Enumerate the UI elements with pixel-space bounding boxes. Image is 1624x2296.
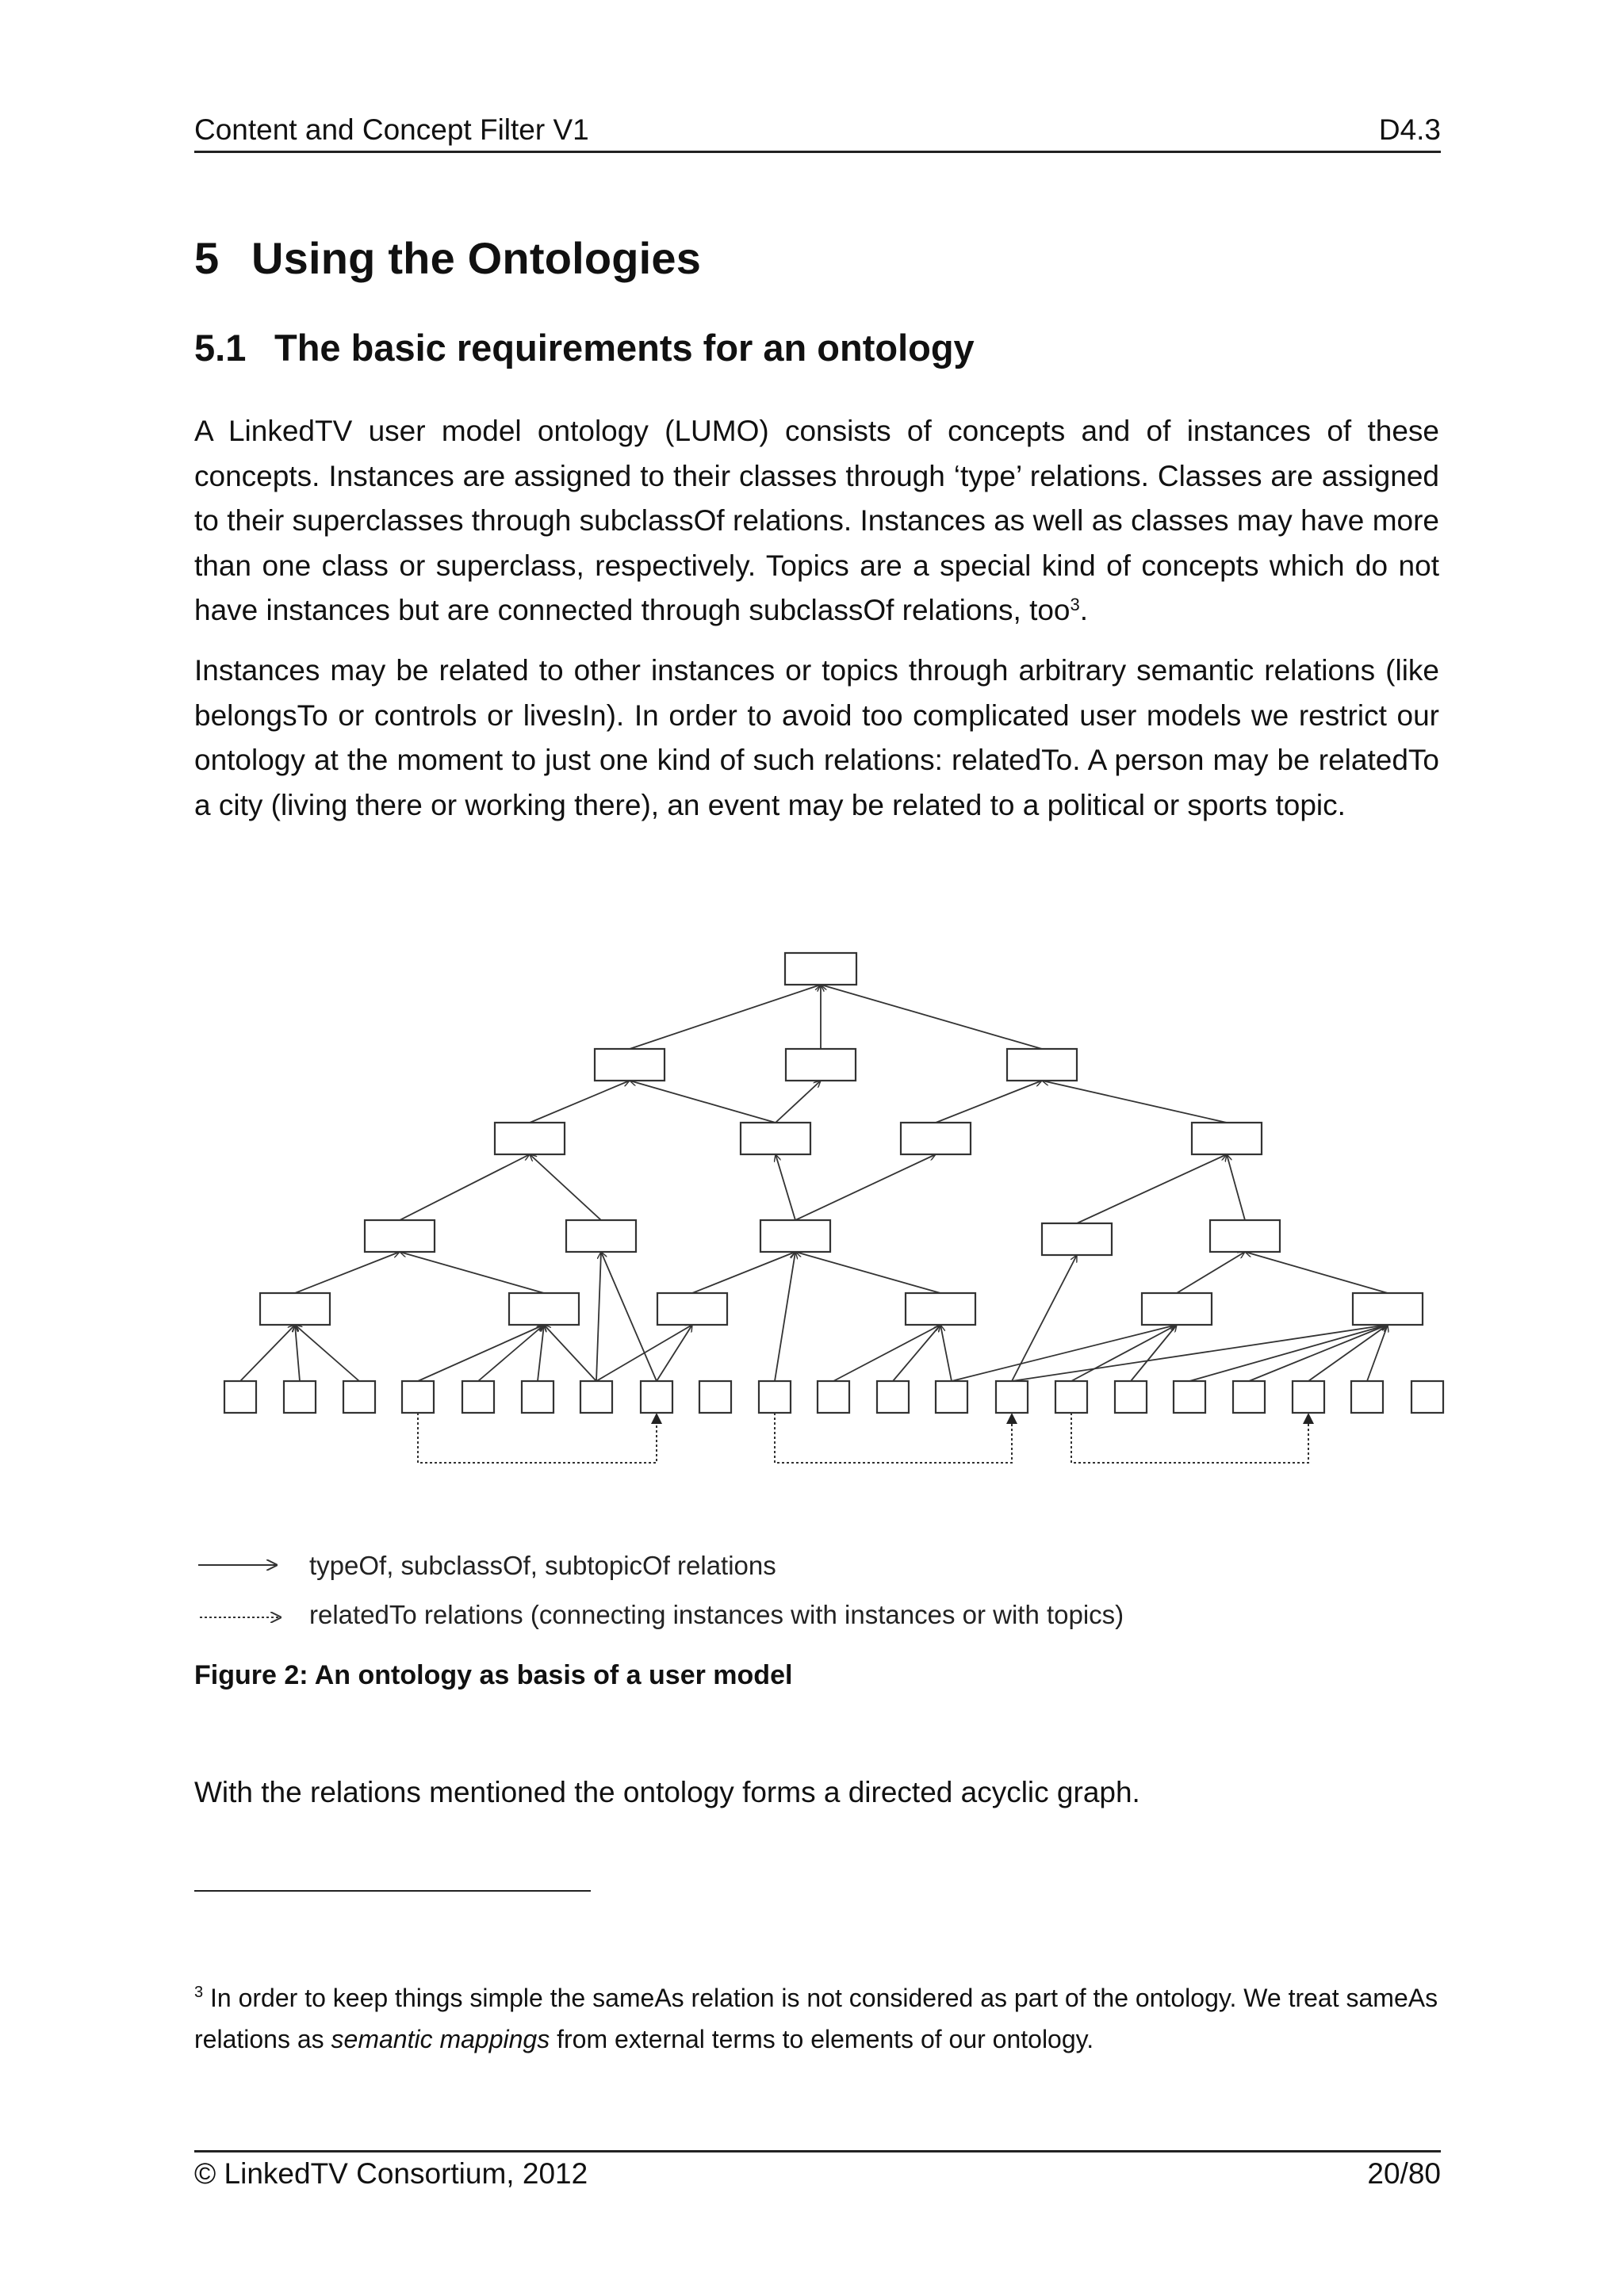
related-to-edge bbox=[775, 1413, 1012, 1463]
subclass-edge bbox=[1012, 1325, 1388, 1381]
instance-node bbox=[818, 1381, 849, 1413]
subclass-edge bbox=[630, 1081, 776, 1123]
subclass-edge bbox=[657, 1325, 692, 1381]
subclass-edge bbox=[240, 1325, 295, 1381]
instance-node bbox=[1115, 1381, 1147, 1413]
subclass-edge bbox=[544, 1325, 596, 1381]
subclass-edge bbox=[1227, 1154, 1245, 1220]
subclass-edge bbox=[295, 1325, 359, 1381]
subclass-edge bbox=[776, 1154, 795, 1220]
subclass-edge bbox=[478, 1325, 544, 1381]
subclass-edge bbox=[940, 1325, 952, 1381]
subclass-edge bbox=[530, 1081, 630, 1123]
paragraph2-text: Instances may be related to other instances or topics through arbitrary semantic relations (like belongsTo or controls or livesIn). In order to avoid too complicated user models we restrict our ontology at the moment to just one kind of such relations: relatedTo. A person may be relatedTo a city (living there or working there), an event may be related to a political or sports topic. bbox=[194, 654, 1439, 821]
class-node bbox=[906, 1293, 975, 1325]
section-number: 5 bbox=[194, 233, 220, 283]
instance-node bbox=[996, 1381, 1028, 1413]
subclass-edge bbox=[795, 1252, 940, 1293]
paragraph1-text: A LinkedTV user model ontology (LUMO) consists of concepts and of instances of these concepts. Instances are assigned to their classes through ‘type’ relations. Classes are assigned to their superclasses through subclassOf relations. Instances as well as classes may have more than one class or superclass, respectively. Topics are a special kind of concepts which do not have instances but are connected through subclassOf relations, too bbox=[194, 415, 1439, 626]
class-node bbox=[1007, 1049, 1077, 1081]
diagram-edges bbox=[240, 985, 1388, 1381]
related-to-edge bbox=[1071, 1413, 1308, 1463]
legend-dotted-label: relatedTo relations (connecting instances with instances or with topics) bbox=[309, 1600, 1124, 1629]
subclass-edge bbox=[893, 1325, 940, 1381]
instance-node bbox=[1411, 1381, 1443, 1413]
subclass-edge bbox=[692, 1252, 795, 1293]
subclass-edge bbox=[1177, 1252, 1245, 1293]
instance-node bbox=[641, 1381, 672, 1413]
footnote-marker: 3 bbox=[194, 1984, 204, 2001]
class-node bbox=[260, 1293, 330, 1325]
instance-node bbox=[522, 1381, 553, 1413]
paragraph1-end: . bbox=[1079, 594, 1089, 626]
subclass-edge bbox=[1308, 1325, 1388, 1381]
subclass-edge bbox=[630, 985, 821, 1049]
subclass-edge bbox=[795, 1154, 936, 1220]
class-node bbox=[786, 1049, 856, 1081]
class-node bbox=[1142, 1293, 1212, 1325]
subclass-edge bbox=[400, 1252, 544, 1293]
subclass-edge bbox=[538, 1325, 544, 1381]
class-node bbox=[365, 1220, 435, 1252]
footer-rule bbox=[194, 2150, 1441, 2152]
subclass-edge bbox=[1071, 1325, 1177, 1381]
class-node bbox=[566, 1220, 636, 1252]
subclass-edge bbox=[1012, 1255, 1077, 1381]
instance-node bbox=[343, 1381, 375, 1413]
footnote-separator bbox=[194, 1890, 591, 1892]
subclass-edge bbox=[1131, 1325, 1177, 1381]
class-node bbox=[495, 1123, 565, 1154]
section-title: Using the Ontologies bbox=[251, 233, 702, 283]
legend-solid-label: typeOf, subclassOf, subtopicOf relations bbox=[309, 1551, 776, 1580]
instance-node bbox=[462, 1381, 494, 1413]
instance-node bbox=[759, 1381, 791, 1413]
class-node bbox=[657, 1293, 727, 1325]
subclass-edge bbox=[530, 1154, 601, 1220]
instance-node bbox=[1174, 1381, 1205, 1413]
class-node bbox=[595, 1049, 665, 1081]
closing-paragraph: With the relations mentioned the ontology forms a directed acyclic graph. bbox=[194, 1776, 1140, 1808]
subclass-edge bbox=[596, 1252, 601, 1381]
subclass-edge bbox=[596, 1325, 692, 1381]
running-header-title: Content and Concept Filter V1 bbox=[194, 113, 589, 146]
subclass-edge bbox=[833, 1325, 940, 1381]
footer-page-number: 20/80 bbox=[1367, 2157, 1441, 2190]
instance-node bbox=[1055, 1381, 1087, 1413]
diagram-relatedto-edges bbox=[418, 1413, 1308, 1463]
related-to-edge bbox=[418, 1413, 657, 1463]
subclass-edge bbox=[821, 985, 1042, 1049]
instance-node bbox=[580, 1381, 612, 1413]
subclass-edge bbox=[1367, 1325, 1388, 1381]
class-node bbox=[509, 1293, 579, 1325]
instance-node bbox=[877, 1381, 909, 1413]
footnote-text-before: In order to keep things simple the sameAs relation is not considered as part of the ontology. We treat sameAs relations as bbox=[194, 1984, 1438, 2053]
figure-caption: Figure 2: An ontology as basis of a user model bbox=[194, 1660, 793, 1690]
subclass-edge bbox=[1189, 1325, 1388, 1381]
class-node bbox=[901, 1123, 971, 1154]
class-node bbox=[1210, 1220, 1280, 1252]
instance-node bbox=[402, 1381, 434, 1413]
footnote-emphasis: semantic mappings bbox=[331, 2025, 550, 2053]
subclass-edge bbox=[418, 1325, 544, 1381]
instance-node bbox=[936, 1381, 967, 1413]
subclass-edge bbox=[1042, 1081, 1227, 1123]
subclass-edge bbox=[295, 1325, 300, 1381]
class-node bbox=[1192, 1123, 1262, 1154]
class-node bbox=[1042, 1223, 1112, 1255]
legend bbox=[198, 1551, 1124, 1629]
subclass-edge bbox=[1245, 1252, 1388, 1293]
subclass-edge bbox=[400, 1154, 530, 1220]
class-node bbox=[741, 1123, 810, 1154]
instance-node bbox=[1351, 1381, 1383, 1413]
instance-node bbox=[1233, 1381, 1265, 1413]
subclass-edge bbox=[1077, 1154, 1227, 1223]
instance-node bbox=[1293, 1381, 1324, 1413]
footnote bbox=[194, 1977, 1439, 2060]
footnote-text-after: from external terms to elements of our ontology. bbox=[550, 2025, 1094, 2053]
subsection-number: 5.1 bbox=[194, 327, 247, 369]
class-node bbox=[1353, 1293, 1423, 1325]
subclass-edge bbox=[1249, 1325, 1388, 1381]
instance-node bbox=[224, 1381, 256, 1413]
subclass-edge bbox=[776, 1081, 821, 1123]
instance-node bbox=[699, 1381, 731, 1413]
instance-node bbox=[284, 1381, 316, 1413]
subclass-edge bbox=[936, 1081, 1042, 1123]
subsection-title: The basic requirements for an ontology bbox=[274, 327, 975, 369]
subclass-edge bbox=[775, 1252, 795, 1381]
footnote-ref[interactable]: 3 bbox=[1070, 595, 1080, 614]
subclass-edge bbox=[295, 1252, 400, 1293]
footer-copyright: © LinkedTV Consortium, 2012 bbox=[194, 2157, 588, 2190]
running-header-doc-id: D4.3 bbox=[1378, 113, 1441, 146]
class-node bbox=[760, 1220, 830, 1252]
class-node bbox=[785, 953, 856, 985]
